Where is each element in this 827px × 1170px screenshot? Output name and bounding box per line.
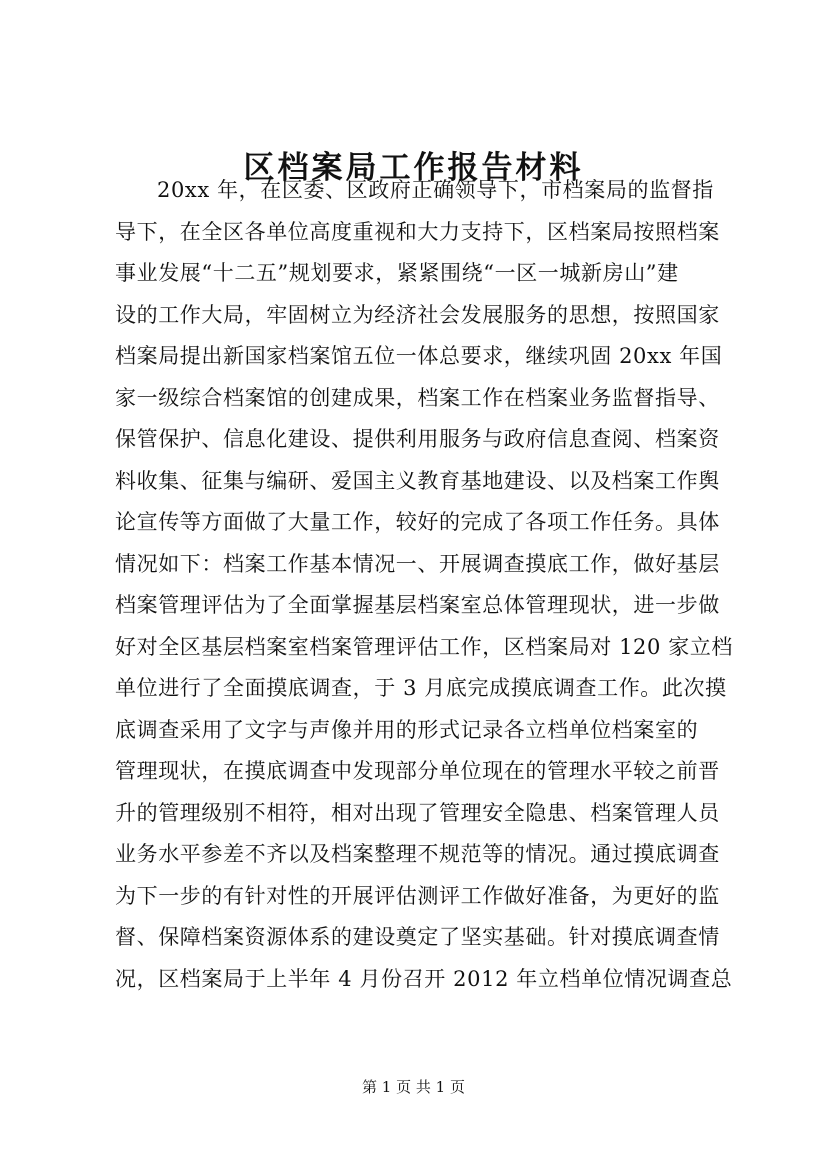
page-number-footer: 第 1 页 共 1 页: [362, 1078, 465, 1096]
text-line: 设的工作大局，牢固树立为经济社会发展服务的思想，按照国家: [115, 302, 720, 327]
text-line: 为下一步的有针对性的开展评估测评工作做好准备，为更好的监: [115, 883, 720, 908]
text-line: 况，区档案局于上半年 4 月份召开 2012 年立档单位情况调查总: [115, 966, 733, 991]
text-line: 论宣传等方面做了大量工作，较好的完成了各项工作任务。具体: [115, 510, 720, 534]
text-line: 单位进行了全面摸底调查，于 3 月底完成摸底调查工作。此次摸: [115, 676, 727, 700]
body-text: [115, 170, 737, 1000]
text-line: 好对全区基层档案室档案管理评估工作，区档案局对 120 家立档: [115, 634, 734, 659]
text-line: 档案局提出新国家档案馆五位一体总要求，继续巩固 20xx 年国: [115, 344, 723, 368]
text-line: 档案管理评估为了全面掌握基层档案室总体管理现状，进一步做: [115, 593, 720, 617]
text-line: 20xx 年，在区委、区政府正确领导下，市档案局的监督指: [157, 178, 714, 202]
text-line: 料收集、征集与编研、爱国主义教育基地建设、以及档案工作舆: [115, 468, 720, 493]
text-line: 督、保障档案资源体系的建设奠定了坚实基础。针对摸底调查情: [115, 925, 720, 949]
text-line: 情况如下：档案工作基本情况一、开展调查摸底工作，做好基层: [115, 551, 720, 576]
text-line: 业务水平参差不齐以及档案整理不规范等的情况。通过摸底调查: [115, 842, 720, 866]
text-line: 导下，在全区各单位高度重视和大力支持下，区档案局按照档案: [115, 219, 720, 244]
document-title: 区档案局工作报告材料: [243, 150, 584, 186]
text-line: 底调查采用了文字与声像并用的形式记录各立档单位档案室的: [115, 717, 699, 742]
text-line: 保管保护、信息化建设、提供利用服务与政府信息查阅、档案资: [115, 427, 720, 451]
text-line: 升的管理级别不相符，相对出现了管理安全隐患、档案管理人员: [115, 800, 720, 825]
text-line: 事业发展“十二五”规划要求，紧紧围绕“一区一城新房山”建: [115, 261, 679, 285]
text-line: 家一级综合档案馆的创建成果，档案工作在档案业务监督指导、: [115, 385, 720, 410]
text-line: 管理现状，在摸底调查中发现部分单位现在的管理水平较之前晋: [115, 759, 720, 783]
